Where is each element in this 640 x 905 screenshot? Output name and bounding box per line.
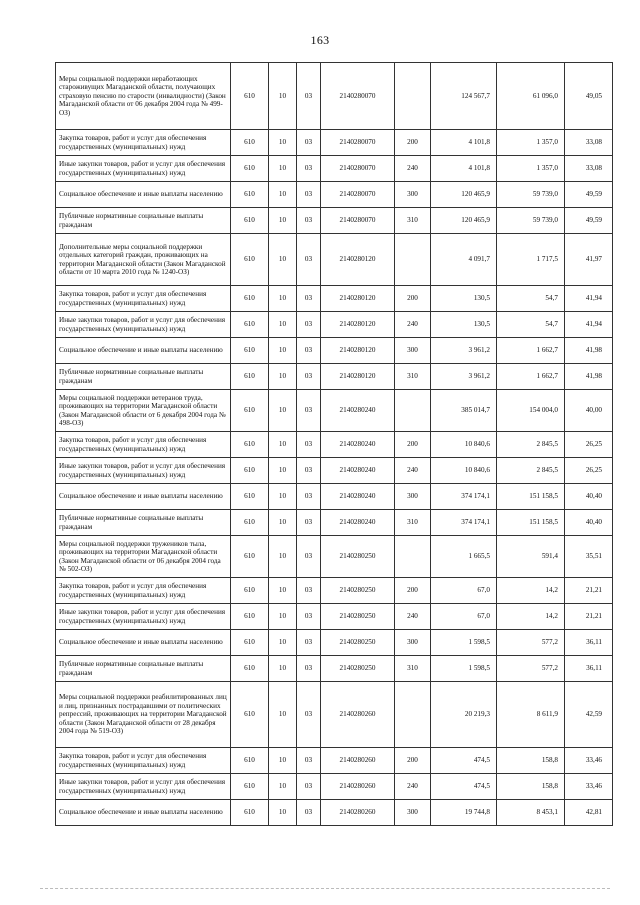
target-article-cell: 2140280070: [321, 63, 395, 130]
section-code-cell: 10: [269, 510, 297, 536]
table-row: [56, 458, 613, 484]
section-code-cell: 10: [269, 578, 297, 604]
executed-amount-cell: 577,2: [497, 630, 565, 656]
executed-amount-cell: 2 845,5: [497, 458, 565, 484]
expense-type-cell: 240: [395, 312, 431, 338]
subsection-code-cell: 03: [297, 312, 321, 338]
plan-amount-cell: 120 465,9: [431, 182, 497, 208]
plan-amount-cell: 130,5: [431, 312, 497, 338]
target-article-cell: 2140280250: [321, 656, 395, 682]
executed-amount-cell: 1 357,0: [497, 130, 565, 156]
plan-amount-cell: 1 598,5: [431, 656, 497, 682]
ministry-code-cell: 610: [231, 312, 269, 338]
row-name-cell: Закупка товаров, работ и услуг для обеспечения государственных (муниципальных) нужд: [56, 578, 231, 604]
table-row: [56, 338, 613, 364]
target-article-cell: 2140280070: [321, 130, 395, 156]
ministry-code-cell: 610: [231, 458, 269, 484]
expense-type-cell: 200: [395, 748, 431, 774]
table-row: [56, 130, 613, 156]
row-name-cell: Социальное обеспечение и иные выплаты населению: [56, 338, 231, 364]
target-article-cell: 2140280120: [321, 338, 395, 364]
target-article-cell: 2140280250: [321, 630, 395, 656]
subsection-code-cell: 03: [297, 484, 321, 510]
ministry-code-cell: 610: [231, 484, 269, 510]
expense-type-cell: [395, 682, 431, 748]
executed-amount-cell: 151 158,5: [497, 510, 565, 536]
expense-type-cell: 200: [395, 130, 431, 156]
executed-amount-cell: 1 357,0: [497, 156, 565, 182]
plan-amount-cell: 3 961,2: [431, 364, 497, 390]
table-row: [56, 63, 613, 130]
row-name-cell: Социальное обеспечение и иные выплаты населению: [56, 182, 231, 208]
table-row: [56, 156, 613, 182]
execution-percent-cell: 49,59: [565, 182, 613, 208]
executed-amount-cell: 591,4: [497, 536, 565, 578]
execution-percent-cell: 41,98: [565, 364, 613, 390]
expense-type-cell: [395, 63, 431, 130]
target-article-cell: 2140280250: [321, 604, 395, 630]
row-name-cell: Публичные нормативные социальные выплаты гражданам: [56, 510, 231, 536]
ministry-code-cell: 610: [231, 208, 269, 234]
executed-amount-cell: 1 717,5: [497, 234, 565, 286]
subsection-code-cell: 03: [297, 432, 321, 458]
subsection-code-cell: 03: [297, 578, 321, 604]
ministry-code-cell: 610: [231, 234, 269, 286]
execution-percent-cell: 26,25: [565, 458, 613, 484]
target-article-cell: 2140280120: [321, 286, 395, 312]
subsection-code-cell: 03: [297, 234, 321, 286]
section-code-cell: 10: [269, 800, 297, 826]
expense-type-cell: 300: [395, 338, 431, 364]
ministry-code-cell: 610: [231, 800, 269, 826]
expense-type-cell: [395, 390, 431, 432]
target-article-cell: 2140280070: [321, 182, 395, 208]
table-body: [56, 63, 613, 826]
execution-percent-cell: 41,94: [565, 312, 613, 338]
table-row: [56, 578, 613, 604]
section-code-cell: 10: [269, 63, 297, 130]
ministry-code-cell: 610: [231, 130, 269, 156]
execution-percent-cell: 41,98: [565, 338, 613, 364]
ministry-code-cell: 610: [231, 182, 269, 208]
plan-amount-cell: 3 961,2: [431, 338, 497, 364]
ministry-code-cell: 610: [231, 682, 269, 748]
plan-amount-cell: 67,0: [431, 604, 497, 630]
plan-amount-cell: 124 567,7: [431, 63, 497, 130]
table-row: [56, 432, 613, 458]
target-article-cell: 2140280260: [321, 800, 395, 826]
ministry-code-cell: 610: [231, 604, 269, 630]
plan-amount-cell: 120 465,9: [431, 208, 497, 234]
subsection-code-cell: 03: [297, 458, 321, 484]
plan-amount-cell: 374 174,1: [431, 510, 497, 536]
execution-percent-cell: 36,11: [565, 630, 613, 656]
expense-type-cell: 200: [395, 286, 431, 312]
target-article-cell: 2140280240: [321, 510, 395, 536]
ministry-code-cell: 610: [231, 286, 269, 312]
plan-amount-cell: 19 744,8: [431, 800, 497, 826]
executed-amount-cell: 14,2: [497, 578, 565, 604]
executed-amount-cell: 54,7: [497, 286, 565, 312]
section-code-cell: 10: [269, 390, 297, 432]
section-code-cell: 10: [269, 604, 297, 630]
target-article-cell: 2140280070: [321, 208, 395, 234]
executed-amount-cell: 151 158,5: [497, 484, 565, 510]
execution-percent-cell: 21,21: [565, 578, 613, 604]
execution-percent-cell: 33,46: [565, 748, 613, 774]
row-name-cell: Иные закупки товаров, работ и услуг для обеспечения государственных (муниципальных) нужд: [56, 156, 231, 182]
expense-type-cell: 310: [395, 364, 431, 390]
execution-percent-cell: 40,40: [565, 484, 613, 510]
section-code-cell: 10: [269, 286, 297, 312]
row-name-cell: Закупка товаров, работ и услуг для обеспечения государственных (муниципальных) нужд: [56, 130, 231, 156]
section-code-cell: 10: [269, 364, 297, 390]
expense-type-cell: 240: [395, 604, 431, 630]
target-article-cell: 2140280260: [321, 774, 395, 800]
subsection-code-cell: 03: [297, 800, 321, 826]
ministry-code-cell: 610: [231, 748, 269, 774]
ministry-code-cell: 610: [231, 390, 269, 432]
subsection-code-cell: 03: [297, 208, 321, 234]
subsection-code-cell: 03: [297, 774, 321, 800]
table-row: [56, 364, 613, 390]
table-row: [56, 682, 613, 748]
execution-percent-cell: 41,97: [565, 234, 613, 286]
subsection-code-cell: 03: [297, 510, 321, 536]
section-code-cell: 10: [269, 182, 297, 208]
expense-type-cell: 240: [395, 458, 431, 484]
section-code-cell: 10: [269, 484, 297, 510]
ministry-code-cell: 610: [231, 156, 269, 182]
budget-table: [55, 62, 613, 826]
row-name-cell: Иные закупки товаров, работ и услуг для обеспечения государственных (муниципальных) нужд: [56, 312, 231, 338]
table-row: [56, 286, 613, 312]
subsection-code-cell: 03: [297, 748, 321, 774]
ministry-code-cell: 610: [231, 630, 269, 656]
target-article-cell: 2140280120: [321, 312, 395, 338]
section-code-cell: 10: [269, 656, 297, 682]
executed-amount-cell: 59 739,0: [497, 182, 565, 208]
plan-amount-cell: 385 014,7: [431, 390, 497, 432]
expense-type-cell: 300: [395, 484, 431, 510]
executed-amount-cell: 54,7: [497, 312, 565, 338]
section-code-cell: 10: [269, 234, 297, 286]
subsection-code-cell: 03: [297, 156, 321, 182]
ministry-code-cell: 610: [231, 338, 269, 364]
executed-amount-cell: 154 004,0: [497, 390, 565, 432]
table-row: [56, 390, 613, 432]
section-code-cell: 10: [269, 208, 297, 234]
ministry-code-cell: 610: [231, 510, 269, 536]
table-row: [56, 774, 613, 800]
target-article-cell: 2140280240: [321, 458, 395, 484]
execution-percent-cell: 26,25: [565, 432, 613, 458]
target-article-cell: 2140280260: [321, 748, 395, 774]
target-article-cell: 2140280260: [321, 682, 395, 748]
executed-amount-cell: 158,8: [497, 748, 565, 774]
executed-amount-cell: 59 739,0: [497, 208, 565, 234]
execution-percent-cell: 42,59: [565, 682, 613, 748]
table-row: [56, 510, 613, 536]
section-code-cell: 10: [269, 156, 297, 182]
section-code-cell: 10: [269, 682, 297, 748]
plan-amount-cell: 474,5: [431, 748, 497, 774]
target-article-cell: 2140280070: [321, 156, 395, 182]
execution-percent-cell: 49,59: [565, 208, 613, 234]
row-name-cell: Социальное обеспечение и иные выплаты населению: [56, 630, 231, 656]
target-article-cell: 2140280240: [321, 484, 395, 510]
subsection-code-cell: 03: [297, 604, 321, 630]
execution-percent-cell: 40,00: [565, 390, 613, 432]
table-row: [56, 182, 613, 208]
subsection-code-cell: 03: [297, 536, 321, 578]
section-code-cell: 10: [269, 458, 297, 484]
plan-amount-cell: 4 101,8: [431, 156, 497, 182]
table-row: [56, 656, 613, 682]
table-row: [56, 800, 613, 826]
table-row: [56, 536, 613, 578]
section-code-cell: 10: [269, 312, 297, 338]
subsection-code-cell: 03: [297, 364, 321, 390]
table-row: [56, 312, 613, 338]
expense-type-cell: 300: [395, 182, 431, 208]
subsection-code-cell: 03: [297, 390, 321, 432]
section-code-cell: 10: [269, 748, 297, 774]
plan-amount-cell: 10 840,6: [431, 432, 497, 458]
execution-percent-cell: 49,05: [565, 63, 613, 130]
subsection-code-cell: 03: [297, 682, 321, 748]
expense-type-cell: 310: [395, 656, 431, 682]
target-article-cell: 2140280240: [321, 390, 395, 432]
expense-type-cell: 310: [395, 510, 431, 536]
ministry-code-cell: 610: [231, 63, 269, 130]
subsection-code-cell: 03: [297, 630, 321, 656]
row-name-cell: Социальное обеспечение и иные выплаты населению: [56, 800, 231, 826]
plan-amount-cell: 10 840,6: [431, 458, 497, 484]
section-code-cell: 10: [269, 130, 297, 156]
section-code-cell: 10: [269, 432, 297, 458]
row-name-cell: Иные закупки товаров, работ и услуг для обеспечения государственных (муниципальных) нужд: [56, 774, 231, 800]
subsection-code-cell: 03: [297, 63, 321, 130]
ministry-code-cell: 610: [231, 536, 269, 578]
plan-amount-cell: 1 598,5: [431, 630, 497, 656]
executed-amount-cell: 8 453,1: [497, 800, 565, 826]
execution-percent-cell: 33,08: [565, 130, 613, 156]
row-name-cell: Меры социальной поддержки ветеранов труда, проживающих на территории Магаданской области (Закон Магаданской области от 6 декабря 2004 года № 498-ОЗ): [56, 390, 231, 432]
plan-amount-cell: 67,0: [431, 578, 497, 604]
ministry-code-cell: 610: [231, 578, 269, 604]
row-name-cell: Иные закупки товаров, работ и услуг для обеспечения государственных (муниципальных) нужд: [56, 604, 231, 630]
section-code-cell: 10: [269, 338, 297, 364]
expense-type-cell: 240: [395, 774, 431, 800]
row-name-cell: Меры социальной поддержки тружеников тыла, проживающих на территории Магаданской области (Закон Магаданской области от 06 декабря 2004 года № 502-ОЗ): [56, 536, 231, 578]
subsection-code-cell: 03: [297, 656, 321, 682]
plan-amount-cell: 4 101,8: [431, 130, 497, 156]
row-name-cell: Закупка товаров, работ и услуг для обеспечения государственных (муниципальных) нужд: [56, 286, 231, 312]
expense-type-cell: 300: [395, 800, 431, 826]
row-name-cell: Публичные нормативные социальные выплаты гражданам: [56, 656, 231, 682]
row-name-cell: Социальное обеспечение и иные выплаты населению: [56, 484, 231, 510]
executed-amount-cell: 158,8: [497, 774, 565, 800]
row-name-cell: Закупка товаров, работ и услуг для обеспечения государственных (муниципальных) нужд: [56, 748, 231, 774]
target-article-cell: 2140280240: [321, 432, 395, 458]
row-name-cell: Публичные нормативные социальные выплаты гражданам: [56, 364, 231, 390]
expense-type-cell: 200: [395, 578, 431, 604]
table-row: [56, 604, 613, 630]
plan-amount-cell: 474,5: [431, 774, 497, 800]
row-name-cell: Меры социальной поддержки реабилитированных лиц и лиц, признанных пострадавшими от политических репрессий, проживающих на территории Магаданской области (Закон Магаданской области от 28 декабря 2004 года № 519-ОЗ): [56, 682, 231, 748]
expense-type-cell: 310: [395, 208, 431, 234]
executed-amount-cell: 1 662,7: [497, 338, 565, 364]
plan-amount-cell: 4 091,7: [431, 234, 497, 286]
executed-amount-cell: 2 845,5: [497, 432, 565, 458]
expense-type-cell: 300: [395, 630, 431, 656]
plan-amount-cell: 130,5: [431, 286, 497, 312]
section-code-cell: 10: [269, 774, 297, 800]
plan-amount-cell: 1 665,5: [431, 536, 497, 578]
expense-type-cell: 240: [395, 156, 431, 182]
row-name-cell: Меры социальной поддержки неработающих староживущих Магаданской области, получающих страховую пенсию по старости (инвалидности) (Закон Магаданской области от 06 декабря 2004 года № 499-ОЗ): [56, 63, 231, 130]
row-name-cell: Иные закупки товаров, работ и услуг для обеспечения государственных (муниципальных) нужд: [56, 458, 231, 484]
subsection-code-cell: 03: [297, 286, 321, 312]
execution-percent-cell: 21,21: [565, 604, 613, 630]
execution-percent-cell: 36,11: [565, 656, 613, 682]
subsection-code-cell: 03: [297, 338, 321, 364]
plan-amount-cell: 20 219,3: [431, 682, 497, 748]
execution-percent-cell: 42,81: [565, 800, 613, 826]
table-row: [56, 208, 613, 234]
executed-amount-cell: 8 611,9: [497, 682, 565, 748]
target-article-cell: 2140280250: [321, 578, 395, 604]
ministry-code-cell: 610: [231, 432, 269, 458]
page-number: 163: [310, 33, 330, 47]
plan-amount-cell: 374 174,1: [431, 484, 497, 510]
execution-percent-cell: 40,40: [565, 510, 613, 536]
subsection-code-cell: 03: [297, 182, 321, 208]
executed-amount-cell: 61 096,0: [497, 63, 565, 130]
expense-type-cell: [395, 234, 431, 286]
execution-percent-cell: 35,51: [565, 536, 613, 578]
execution-percent-cell: 33,46: [565, 774, 613, 800]
target-article-cell: 2140280250: [321, 536, 395, 578]
executed-amount-cell: 1 662,7: [497, 364, 565, 390]
executed-amount-cell: 577,2: [497, 656, 565, 682]
table-row: [56, 484, 613, 510]
row-name-cell: Публичные нормативные социальные выплаты гражданам: [56, 208, 231, 234]
section-code-cell: 10: [269, 630, 297, 656]
section-code-cell: 10: [269, 536, 297, 578]
ministry-code-cell: 610: [231, 774, 269, 800]
ministry-code-cell: 610: [231, 656, 269, 682]
table-row: [56, 748, 613, 774]
table-row: [56, 234, 613, 286]
target-article-cell: 2140280120: [321, 234, 395, 286]
expense-type-cell: [395, 536, 431, 578]
ministry-code-cell: 610: [231, 364, 269, 390]
executed-amount-cell: 14,2: [497, 604, 565, 630]
expense-type-cell: 200: [395, 432, 431, 458]
row-name-cell: Дополнительные меры социальной поддержки отдельных категорий граждан, проживающих на территории Магаданской области (Закон Магаданской области от 10 марта 2010 года № 1240-ОЗ): [56, 234, 231, 286]
table-row: [56, 630, 613, 656]
execution-percent-cell: 33,08: [565, 156, 613, 182]
target-article-cell: 2140280120: [321, 364, 395, 390]
row-name-cell: Закупка товаров, работ и услуг для обеспечения государственных (муниципальных) нужд: [56, 432, 231, 458]
bottom-rule: [40, 888, 610, 889]
subsection-code-cell: 03: [297, 130, 321, 156]
execution-percent-cell: 41,94: [565, 286, 613, 312]
